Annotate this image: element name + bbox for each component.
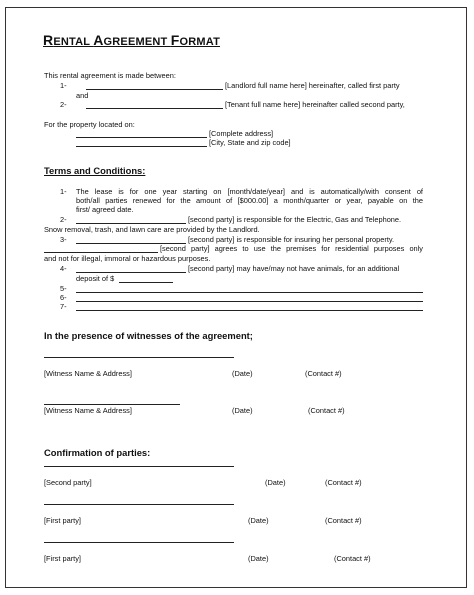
tenant-label: [Tenant full name here] hereinafter called second party, <box>225 100 405 109</box>
landlord-name-line[interactable] <box>86 89 223 90</box>
term-1-line-3: first/ agreed date. <box>76 205 134 214</box>
city-line[interactable] <box>76 146 207 147</box>
first-party-1-signature-line[interactable] <box>44 504 234 505</box>
first-party-2-signature-line[interactable] <box>44 542 234 543</box>
term-1-number: 1- <box>60 187 67 196</box>
term-5-line[interactable] <box>76 292 423 293</box>
term-2-number: 2- <box>60 215 67 224</box>
witness-2-signature-line[interactable] <box>44 404 180 405</box>
term-2-line-2: Snow removal, trash, and lawn care are provided by the Landlord. <box>44 225 260 234</box>
term-1-line-1: The lease is for one year starting on [month/date/year] and is automatically/with consent of <box>76 187 423 196</box>
and-text: and <box>76 91 89 100</box>
term-6-line[interactable] <box>76 301 423 302</box>
term-1-line-2: both/all parties renewed for the amount of [$000.00] a month/quarter or year, payable on the <box>76 196 423 205</box>
term-3-line-b[interactable] <box>44 252 158 253</box>
terms-heading: Terms and Conditions: <box>44 165 146 176</box>
witness-2-date-label: (Date) <box>232 406 253 415</box>
intro-text: This rental agreement is made between: <box>44 71 176 80</box>
term-6-number: 6- <box>60 293 67 302</box>
party-2-number: 2- <box>60 100 67 109</box>
witness-2-contact-label: (Contact #) <box>308 406 345 415</box>
property-label: For the property located on: <box>44 120 135 129</box>
first-party-1-contact-label: (Contact #) <box>325 516 362 525</box>
first-party-1-name-label: [First party] <box>44 516 81 525</box>
first-party-2-contact-label: (Contact #) <box>334 554 371 563</box>
witness-1-contact-label: (Contact #) <box>305 369 342 378</box>
address-line[interactable] <box>76 137 207 138</box>
second-party-name-label: [Second party] <box>44 478 92 487</box>
city-label: [City, State and zip code] <box>209 138 291 147</box>
term-2-line-1: [second party] is responsible for the Electric, Gas and Telephone. <box>188 215 402 224</box>
document-title: RENTAL AGREEMENT FORMAT <box>43 32 221 48</box>
term-3-number: 3- <box>60 235 67 244</box>
term-3-line-1: [second party] is responsible for insuring her personal property. <box>188 235 395 244</box>
witnesses-heading: In the presence of witnesses of the agreement; <box>44 330 253 341</box>
confirmation-heading: Confirmation of parties: <box>44 447 151 458</box>
term-4-line-1: [second party] may have/may not have animals, for an additional <box>188 264 400 273</box>
address-label: [Complete address] <box>209 129 274 138</box>
first-party-2-date-label: (Date) <box>248 554 269 563</box>
deposit-line[interactable] <box>119 282 173 283</box>
document-border <box>5 7 467 588</box>
tenant-name-line[interactable] <box>86 108 223 109</box>
term-4-line-2: deposit of $ <box>76 274 115 283</box>
first-party-1-date-label: (Date) <box>248 516 269 525</box>
second-party-contact-label: (Contact #) <box>325 478 362 487</box>
witness-1-signature-line[interactable] <box>44 357 234 358</box>
term-5-number: 5- <box>60 284 67 293</box>
witness-2-name-label: [Witness Name & Address] <box>44 406 132 415</box>
term-3-line-3: and not for illegal, immoral or hazardous purposes. <box>44 254 211 263</box>
term-2-line[interactable] <box>76 223 186 224</box>
party-1-number: 1- <box>60 81 67 90</box>
witness-1-name-label: [Witness Name & Address] <box>44 369 132 378</box>
term-3-line-2: [second party] agrees to use the premises for residential purposes only <box>160 244 423 253</box>
second-party-signature-line[interactable] <box>44 466 234 467</box>
second-party-date-label: (Date) <box>265 478 286 487</box>
term-4-line[interactable] <box>76 272 186 273</box>
landlord-label: [Landlord full name here] hereinafter, called first party <box>225 81 400 90</box>
term-4-number: 4- <box>60 264 67 273</box>
witness-1-date-label: (Date) <box>232 369 253 378</box>
first-party-2-name-label: [First party] <box>44 554 81 563</box>
term-7-line[interactable] <box>76 310 423 311</box>
term-7-number: 7- <box>60 302 67 311</box>
